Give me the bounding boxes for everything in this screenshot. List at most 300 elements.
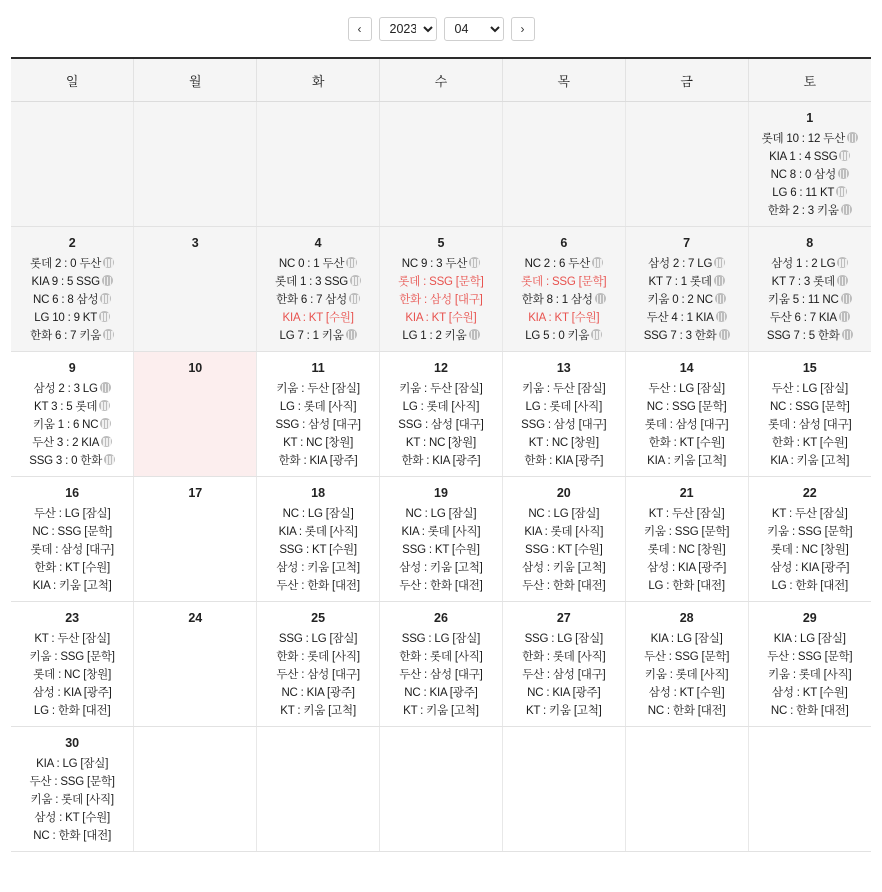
- game-text: SSG : KT [수원]: [525, 544, 603, 556]
- game-result[interactable]: [630, 255, 744, 273]
- game-text: 두산 : LG [잠실]: [648, 383, 725, 395]
- game-result[interactable]: [630, 541, 744, 559]
- game-result[interactable]: [15, 255, 129, 273]
- calendar-day-cell-1[interactable]: [748, 102, 871, 227]
- calendar-day-cell-29[interactable]: [748, 602, 871, 727]
- calendar-day-cell-17[interactable]: [134, 477, 257, 602]
- game-result[interactable]: [507, 648, 621, 666]
- game-result[interactable]: [753, 398, 867, 416]
- video-icon[interactable]: [346, 329, 357, 340]
- game-postponed[interactable]: [384, 291, 498, 309]
- video-icon[interactable]: [104, 454, 115, 465]
- calendar-day-cell-25[interactable]: [257, 602, 380, 727]
- calendar-day-cell-8[interactable]: [748, 227, 871, 352]
- game-result[interactable]: [261, 327, 375, 345]
- game-text: KIA 1 : 4 SSG: [769, 151, 838, 163]
- game-result[interactable]: [753, 434, 867, 452]
- year-select[interactable]: [379, 17, 437, 41]
- day-number: 16: [65, 486, 80, 500]
- video-icon[interactable]: [837, 275, 848, 286]
- video-icon[interactable]: [102, 275, 113, 286]
- day-number: 29: [802, 611, 817, 625]
- game-result[interactable]: [753, 648, 867, 666]
- game-text: 롯데 : SSG [문학]: [398, 276, 484, 288]
- game-result[interactable]: [753, 666, 867, 684]
- game-result[interactable]: [384, 255, 498, 273]
- calendar-week-row: [11, 727, 871, 852]
- game-text: 한화 6 : 7 키움: [30, 330, 102, 342]
- game-result[interactable]: [15, 827, 129, 845]
- calendar-day-cell-19[interactable]: [380, 477, 503, 602]
- calendar-day-cell-16[interactable]: [11, 477, 134, 602]
- game-text: KT : NC [창원]: [283, 437, 354, 449]
- game-result[interactable]: [507, 577, 621, 595]
- video-icon[interactable]: [350, 275, 361, 286]
- game-result[interactable]: [384, 666, 498, 684]
- calendar-day-cell-27[interactable]: [502, 602, 625, 727]
- game-result[interactable]: [753, 291, 867, 309]
- video-icon[interactable]: [837, 257, 848, 268]
- game-text: SSG : 삼성 [대구]: [521, 419, 607, 431]
- calendar-day-cell-20[interactable]: [502, 477, 625, 602]
- game-text: 삼성 : KIA [광주]: [647, 562, 727, 574]
- game-result[interactable]: [753, 380, 867, 398]
- game-result[interactable]: [15, 684, 129, 702]
- video-icon[interactable]: [836, 186, 847, 197]
- game-text: 두산 : LG [잠실]: [33, 508, 111, 520]
- game-text: 삼성 : KT [수원]: [648, 687, 725, 699]
- game-result[interactable]: [15, 380, 129, 398]
- game-result[interactable]: [261, 702, 375, 720]
- calendar-body: [11, 102, 871, 852]
- game-result[interactable]: [15, 523, 129, 541]
- prev-month-button[interactable]: ‹: [348, 17, 372, 41]
- game-result[interactable]: [261, 434, 375, 452]
- video-icon[interactable]: [841, 204, 852, 215]
- game-result[interactable]: [261, 505, 375, 523]
- game-result[interactable]: [15, 398, 129, 416]
- game-result[interactable]: [15, 666, 129, 684]
- calendar-day-cell-21[interactable]: [625, 477, 748, 602]
- game-result[interactable]: [753, 684, 867, 702]
- video-icon[interactable]: [592, 257, 603, 268]
- game-result[interactable]: [753, 166, 867, 184]
- game-result[interactable]: [261, 559, 375, 577]
- game-result[interactable]: [15, 755, 129, 773]
- game-result[interactable]: [753, 327, 867, 345]
- calendar-cell-empty: [134, 102, 257, 227]
- weekday-header-2: 화: [257, 59, 380, 102]
- game-result[interactable]: [384, 684, 498, 702]
- calendar-day-cell-18[interactable]: [257, 477, 380, 602]
- game-result[interactable]: [630, 702, 744, 720]
- video-icon[interactable]: [842, 329, 853, 340]
- game-postponed[interactable]: [384, 273, 498, 291]
- calendar-day-cell-13[interactable]: [502, 352, 625, 477]
- game-result[interactable]: [507, 505, 621, 523]
- game-result[interactable]: [630, 398, 744, 416]
- video-icon[interactable]: [591, 329, 602, 340]
- game-result[interactable]: [261, 273, 375, 291]
- game-result[interactable]: [630, 630, 744, 648]
- month-select[interactable]: [444, 17, 504, 41]
- game-text: KT : 키움 [고척]: [280, 705, 356, 717]
- game-text: KIA : 롯데 [사직]: [278, 526, 358, 538]
- game-result[interactable]: [15, 309, 129, 327]
- game-text: 두산 : SSG [문학]: [767, 651, 853, 663]
- video-icon[interactable]: [100, 418, 111, 429]
- day-number: 24: [188, 611, 203, 625]
- calendar-week-row: [11, 352, 871, 477]
- game-result[interactable]: [507, 327, 621, 345]
- day-number: 20: [556, 486, 571, 500]
- video-icon[interactable]: [714, 257, 725, 268]
- game-result[interactable]: [384, 380, 498, 398]
- video-icon[interactable]: [103, 329, 114, 340]
- game-text: SSG : 삼성 [대구]: [275, 419, 361, 431]
- calendar-cell-empty: [748, 727, 871, 852]
- weekday-header-1: 월: [134, 59, 257, 102]
- game-result[interactable]: [15, 809, 129, 827]
- game-text: KIA 9 : 5 SSG: [31, 276, 100, 288]
- calendar-week-row: [11, 102, 871, 227]
- calendar-day-cell-4[interactable]: [257, 227, 380, 352]
- game-text: KT 7 : 1 롯데: [648, 276, 712, 288]
- video-icon[interactable]: [100, 382, 111, 393]
- game-text: LG : 한화 [대전]: [771, 580, 849, 592]
- game-text: 한화 : 삼성 [대구]: [399, 294, 483, 306]
- calendar-cell-empty: [134, 727, 257, 852]
- game-result[interactable]: [630, 434, 744, 452]
- game-text: NC 8 : 0 삼성: [770, 169, 836, 181]
- video-icon[interactable]: [346, 257, 357, 268]
- game-result[interactable]: [753, 148, 867, 166]
- game-result[interactable]: [630, 327, 744, 345]
- video-icon[interactable]: [100, 293, 111, 304]
- game-text: 두산 6 : 7 KIA: [769, 312, 837, 324]
- video-icon[interactable]: [841, 293, 852, 304]
- game-result[interactable]: [753, 255, 867, 273]
- calendar-day-cell-11[interactable]: [257, 352, 380, 477]
- game-result[interactable]: [630, 452, 744, 470]
- game-result[interactable]: [261, 630, 375, 648]
- game-text: 두산 : 한화 [대전]: [522, 580, 606, 592]
- game-text: SSG 3 : 0 한화: [29, 455, 103, 467]
- game-result[interactable]: [384, 648, 498, 666]
- game-text: LG : 롯데 [사직]: [402, 401, 480, 413]
- game-postponed[interactable]: [507, 309, 621, 327]
- game-result[interactable]: [630, 309, 744, 327]
- video-icon[interactable]: [838, 168, 849, 179]
- game-text: NC : 한화 [대전]: [770, 705, 849, 717]
- game-result[interactable]: [507, 416, 621, 434]
- game-result[interactable]: [507, 255, 621, 273]
- game-text: KIA : 롯데 [사직]: [524, 526, 604, 538]
- video-icon[interactable]: [719, 329, 730, 340]
- game-result[interactable]: [384, 327, 498, 345]
- game-text: SSG : LG [잠실]: [524, 633, 603, 645]
- game-result[interactable]: [15, 273, 129, 291]
- game-text: 삼성 2 : 7 LG: [648, 258, 713, 270]
- game-result[interactable]: [15, 327, 129, 345]
- video-icon[interactable]: [349, 293, 360, 304]
- game-text: KT : 두산 [잠실]: [648, 508, 725, 520]
- game-text: 두산 : LG [잠실]: [771, 383, 849, 395]
- game-result[interactable]: [384, 434, 498, 452]
- weekday-header-6: 토: [748, 59, 871, 102]
- video-icon[interactable]: [714, 275, 725, 286]
- game-text: 삼성 : KT [수원]: [34, 812, 111, 824]
- day-number: 27: [556, 611, 571, 625]
- game-result[interactable]: [630, 684, 744, 702]
- game-result[interactable]: [630, 291, 744, 309]
- game-result[interactable]: [507, 434, 621, 452]
- day-number: 18: [311, 486, 326, 500]
- game-result[interactable]: [15, 702, 129, 720]
- game-text: 삼성 1 : 2 LG: [771, 258, 836, 270]
- video-icon[interactable]: [839, 150, 850, 161]
- day-number: 6: [560, 236, 568, 250]
- calendar-day-cell-12[interactable]: [380, 352, 503, 477]
- game-text: 키움 : 두산 [잠실]: [276, 383, 360, 395]
- game-result[interactable]: [753, 559, 867, 577]
- video-icon[interactable]: [99, 311, 110, 322]
- game-text: 한화 : KT [수원]: [34, 562, 111, 574]
- game-result[interactable]: [507, 666, 621, 684]
- game-text: SSG : LG [잠실]: [401, 633, 481, 645]
- game-text: NC : SSG [문학]: [32, 526, 113, 538]
- game-result[interactable]: [261, 684, 375, 702]
- game-result[interactable]: [753, 541, 867, 559]
- game-text: 키움 0 : 2 NC: [647, 294, 713, 306]
- game-result[interactable]: [15, 630, 129, 648]
- game-text: LG : 한화 [대전]: [33, 705, 111, 717]
- game-result[interactable]: [261, 291, 375, 309]
- game-text: 한화 : KIA [광주]: [401, 455, 481, 467]
- schedule-calendar: [11, 59, 871, 852]
- calendar-day-cell-3[interactable]: [134, 227, 257, 352]
- game-result[interactable]: [507, 291, 621, 309]
- game-text: 키움 : SSG [문학]: [767, 526, 853, 538]
- game-result[interactable]: [15, 291, 129, 309]
- game-result[interactable]: [261, 452, 375, 470]
- game-text: NC : KIA [광주]: [527, 687, 601, 699]
- game-result[interactable]: [753, 702, 867, 720]
- game-text: KT 3 : 5 롯데: [34, 401, 98, 413]
- game-result[interactable]: [15, 434, 129, 452]
- game-result[interactable]: [384, 577, 498, 595]
- game-text: 삼성 2 : 3 LG: [33, 383, 98, 395]
- game-result[interactable]: [261, 416, 375, 434]
- game-result[interactable]: [630, 666, 744, 684]
- game-text: LG 7 : 1 키움: [279, 330, 344, 342]
- game-text: NC 6 : 8 삼성: [32, 294, 99, 306]
- game-result[interactable]: [384, 416, 498, 434]
- game-text: NC : 한화 [대전]: [33, 830, 112, 842]
- game-result[interactable]: [15, 505, 129, 523]
- game-text: KIA : 키움 [고척]: [770, 455, 850, 467]
- game-result[interactable]: [261, 255, 375, 273]
- game-result[interactable]: [753, 523, 867, 541]
- calendar-day-cell-22[interactable]: [748, 477, 871, 602]
- game-text: 한화 8 : 1 삼성: [521, 294, 593, 306]
- game-result[interactable]: [15, 559, 129, 577]
- video-icon[interactable]: [716, 311, 727, 322]
- game-result[interactable]: [630, 559, 744, 577]
- game-text: NC : SSG [문학]: [646, 401, 727, 413]
- calendar-day-cell-24[interactable]: [134, 602, 257, 727]
- day-number: 8: [806, 236, 814, 250]
- game-result[interactable]: [630, 577, 744, 595]
- game-result[interactable]: [630, 505, 744, 523]
- game-result[interactable]: [261, 541, 375, 559]
- game-result[interactable]: [753, 505, 867, 523]
- calendar-cell-empty: [257, 727, 380, 852]
- game-text: 한화 : KT [수원]: [771, 437, 848, 449]
- game-postponed[interactable]: [261, 309, 375, 327]
- game-result[interactable]: [261, 398, 375, 416]
- calendar-day-cell-5[interactable]: [380, 227, 503, 352]
- video-icon[interactable]: [595, 293, 606, 304]
- game-text: 삼성 : KIA [광주]: [32, 687, 112, 699]
- game-text: KIA : LG [잠실]: [36, 758, 109, 770]
- game-result[interactable]: [384, 452, 498, 470]
- video-icon[interactable]: [103, 257, 114, 268]
- game-text: 한화 : 롯데 [사직]: [276, 651, 360, 663]
- game-result[interactable]: [507, 452, 621, 470]
- game-text: 삼성 : 키움 [고척]: [522, 562, 606, 574]
- game-result[interactable]: [507, 559, 621, 577]
- video-icon[interactable]: [847, 132, 858, 143]
- game-text: 키움 : 롯데 [사직]: [644, 669, 729, 681]
- game-result[interactable]: [753, 416, 867, 434]
- game-text: LG : 롯데 [사직]: [525, 401, 603, 413]
- game-text: KT : 키움 [고척]: [525, 705, 602, 717]
- calendar-day-cell-14[interactable]: [625, 352, 748, 477]
- game-text: NC 9 : 3 두산: [401, 258, 468, 270]
- game-text: NC : SSG [문학]: [769, 401, 850, 413]
- game-result[interactable]: [507, 541, 621, 559]
- game-result[interactable]: [507, 380, 621, 398]
- game-result[interactable]: [15, 416, 129, 434]
- calendar-day-cell-26[interactable]: [380, 602, 503, 727]
- game-result[interactable]: [753, 577, 867, 595]
- calendar-day-cell-23[interactable]: [11, 602, 134, 727]
- game-text: KIA : 롯데 [사직]: [401, 526, 481, 538]
- game-result[interactable]: [15, 791, 129, 809]
- game-result[interactable]: [15, 577, 129, 595]
- day-number: 22: [802, 486, 817, 500]
- game-result[interactable]: [384, 523, 498, 541]
- game-text: 두산 : 한화 [대전]: [276, 580, 360, 592]
- game-result[interactable]: [753, 273, 867, 291]
- calendar-week-row: [11, 602, 871, 727]
- video-icon[interactable]: [839, 311, 850, 322]
- game-text: 키움 : 두산 [잠실]: [522, 383, 606, 395]
- game-result[interactable]: [261, 648, 375, 666]
- video-icon[interactable]: [715, 293, 726, 304]
- calendar-cell-empty: [502, 727, 625, 852]
- game-text: 롯데 : 삼성 [대구]: [30, 544, 114, 556]
- video-icon[interactable]: [99, 400, 110, 411]
- game-result[interactable]: [261, 380, 375, 398]
- game-result[interactable]: [507, 630, 621, 648]
- calendar-day-cell-10[interactable]: [134, 352, 257, 477]
- game-result[interactable]: [261, 523, 375, 541]
- game-result[interactable]: [384, 702, 498, 720]
- game-text: 키움 : 롯데 [사직]: [768, 669, 852, 681]
- game-result[interactable]: [15, 541, 129, 559]
- day-number: 11: [311, 361, 325, 375]
- game-result[interactable]: [384, 630, 498, 648]
- next-month-button[interactable]: ›: [511, 17, 535, 41]
- game-result[interactable]: [15, 648, 129, 666]
- video-icon[interactable]: [101, 436, 112, 447]
- game-result[interactable]: [630, 416, 744, 434]
- game-postponed[interactable]: [384, 309, 498, 327]
- game-result[interactable]: [261, 577, 375, 595]
- calendar-cell-empty: [380, 102, 503, 227]
- game-text: 롯데 : 삼성 [대구]: [768, 419, 852, 431]
- game-text: 키움 : SSG [문학]: [643, 526, 730, 538]
- calendar-cell-empty: [625, 727, 748, 852]
- game-result[interactable]: [384, 559, 498, 577]
- calendar-day-cell-15[interactable]: [748, 352, 871, 477]
- game-text: 한화 2 : 3 키움: [767, 205, 839, 217]
- game-result[interactable]: [15, 773, 129, 791]
- day-number: 13: [556, 361, 571, 375]
- video-icon[interactable]: [469, 257, 480, 268]
- game-result[interactable]: [15, 452, 129, 470]
- game-result[interactable]: [753, 202, 867, 220]
- calendar-day-cell-30[interactable]: [11, 727, 134, 852]
- day-number: 17: [188, 486, 203, 500]
- game-result[interactable]: [630, 273, 744, 291]
- game-result[interactable]: [753, 184, 867, 202]
- game-result[interactable]: [507, 684, 621, 702]
- game-text: KIA : KT [수원]: [405, 312, 477, 324]
- game-result[interactable]: [753, 452, 867, 470]
- game-result[interactable]: [384, 398, 498, 416]
- game-result[interactable]: [753, 309, 867, 327]
- game-postponed[interactable]: [507, 273, 621, 291]
- day-number: 7: [683, 236, 691, 250]
- calendar-cell-empty: [502, 102, 625, 227]
- calendar-day-cell-6[interactable]: [502, 227, 625, 352]
- game-result[interactable]: [753, 630, 867, 648]
- game-text: 키움 1 : 6 NC: [32, 419, 99, 431]
- game-text: NC 0 : 1 두산: [278, 258, 345, 270]
- game-result[interactable]: [630, 523, 744, 541]
- game-result[interactable]: [261, 666, 375, 684]
- game-result[interactable]: [384, 505, 498, 523]
- calendar-day-cell-28[interactable]: [625, 602, 748, 727]
- calendar-day-cell-9[interactable]: [11, 352, 134, 477]
- video-icon[interactable]: [469, 329, 480, 340]
- game-result[interactable]: [753, 130, 867, 148]
- game-text: SSG : KT [수원]: [402, 544, 480, 556]
- calendar-day-cell-2[interactable]: [11, 227, 134, 352]
- game-text: 롯데 1 : 3 SSG: [275, 276, 349, 288]
- game-result[interactable]: [630, 380, 744, 398]
- game-result[interactable]: [630, 648, 744, 666]
- calendar-day-cell-7[interactable]: [625, 227, 748, 352]
- game-result[interactable]: [507, 523, 621, 541]
- game-result[interactable]: [507, 702, 621, 720]
- game-result[interactable]: [384, 541, 498, 559]
- game-result[interactable]: [507, 398, 621, 416]
- calendar-nav-bar: [0, 0, 882, 57]
